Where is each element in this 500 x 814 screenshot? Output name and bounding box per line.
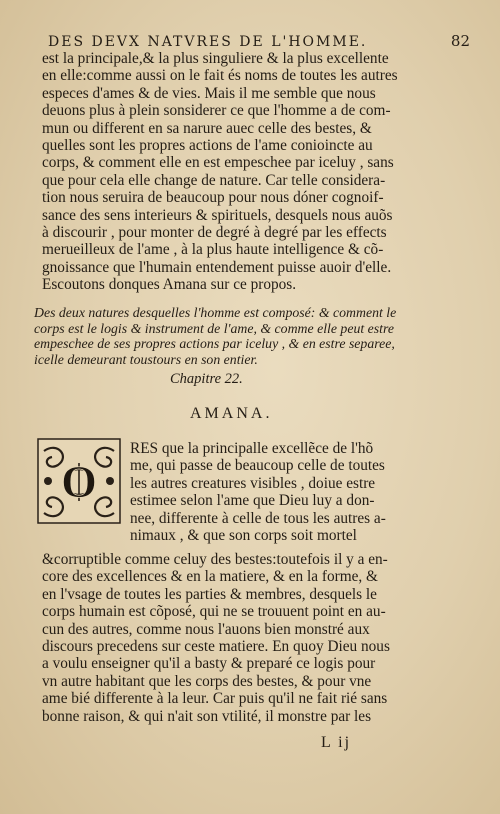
text-line: corps humain est cõposé, qui ne se trouuent point en au- xyxy=(42,603,386,621)
text-line: merueilleux de l'ame , à la plus haute intelligence & cõ- xyxy=(42,241,384,259)
argument-line: Des deux natures desquelles l'homme est composé: & comment le xyxy=(34,305,397,320)
text-line: corps, & comment elle en est empeschee par iceluy , sans xyxy=(42,154,394,172)
text-line: en elle:comme aussi on le fait és noms de toutes les autres xyxy=(42,67,398,85)
text-line: à discourir , pour monter de degré à degré par les effects xyxy=(42,224,387,242)
text-line: les autres creatures visibles , doiue estre xyxy=(130,474,376,492)
text-line: discours precedens sur ceste matiere. En quoy Dieu nous xyxy=(42,638,390,656)
text-line: quelles sont les propres actions de l'ame conioincte au xyxy=(42,137,373,155)
argument-line: icelle demeurant toustours en son entier. xyxy=(34,351,258,367)
chapter-heading: Chapitre 22. xyxy=(170,371,243,387)
text-line: mun ou different en sa narure auec celle des bestes, & xyxy=(42,119,372,137)
text-line: RES que la principalle excellẽce de l'hõ xyxy=(130,440,374,457)
text-line: core des excellences & en la matiere, & en la forme, & xyxy=(42,568,378,586)
text-line: deuons plus à plein sonsiderer ce que l'homme a de com- xyxy=(42,102,391,120)
decorated-initial-ornament xyxy=(36,437,122,525)
text-line: en l'vsage de toutes les parties & membres, desquels le xyxy=(42,585,377,603)
text-line: ame bié differente à la leur. Car puis qu'il ne fait rié sans xyxy=(42,690,388,708)
text-line: a voulu enseigner qu'il a basty & preparé ce logis pour xyxy=(42,655,376,673)
text-line: Escoutons donques Amana sur ce propos. xyxy=(42,276,297,294)
drop-cap-letter: O xyxy=(61,456,97,507)
chapter-argument xyxy=(34,305,414,367)
speaker-name: AMANA. xyxy=(190,405,273,422)
text-line: &corruptible comme celuy des bestes:toutefois il y a en- xyxy=(42,551,388,568)
text-line: bonne raison, & qui n'ait son vtilité, il monstre par les xyxy=(42,707,372,725)
text-line: est la principale,& la plus singuliere & la plus excellente xyxy=(42,50,389,67)
opening-paragraph xyxy=(42,50,412,294)
page-number: 82 xyxy=(450,32,470,50)
text-line: cun des autres, comme nous l'auons bien monstré aux xyxy=(42,620,370,638)
text-line: tion nous seruira de beaucoup pour nous dóner cognoif- xyxy=(42,189,384,207)
signature-mark: L ij xyxy=(321,734,352,751)
running-head: DES DEVX NATVRES DE L'HOMME. xyxy=(48,34,368,50)
text-line: estimee selon l'ame que Dieu luy a don- xyxy=(130,492,375,510)
text-line: especes d'ames & de vies. Mais il me semble que nous xyxy=(42,84,376,102)
text-line: me, qui passe de beaucoup celle de toutes xyxy=(130,457,385,475)
text-line: sance des sens interieurs & spirituels, desquels nous auõs xyxy=(42,206,393,224)
first-paragraph-continued xyxy=(42,551,412,725)
text-line: gnoissance que l'humain entendement puisse auoir d'elle. xyxy=(42,258,392,276)
text-line: nimaux , & que son corps soit mortel xyxy=(130,527,357,545)
text-line: nee, differente à celle de tous les autres a- xyxy=(130,509,386,527)
argument-line: corps est le logis & instrument de l'ame, & comme elle peut estre xyxy=(34,320,394,336)
text-line: que pour cela elle change de nature. Car telle considera- xyxy=(42,171,386,189)
first-paragraph-beside-initial xyxy=(130,440,410,544)
text-line: vn autre habitant que les corps des bestes, & pour vne xyxy=(42,672,372,690)
argument-line: empeschee de ses propres actions par iceluy , & en estre separee, xyxy=(34,336,395,352)
